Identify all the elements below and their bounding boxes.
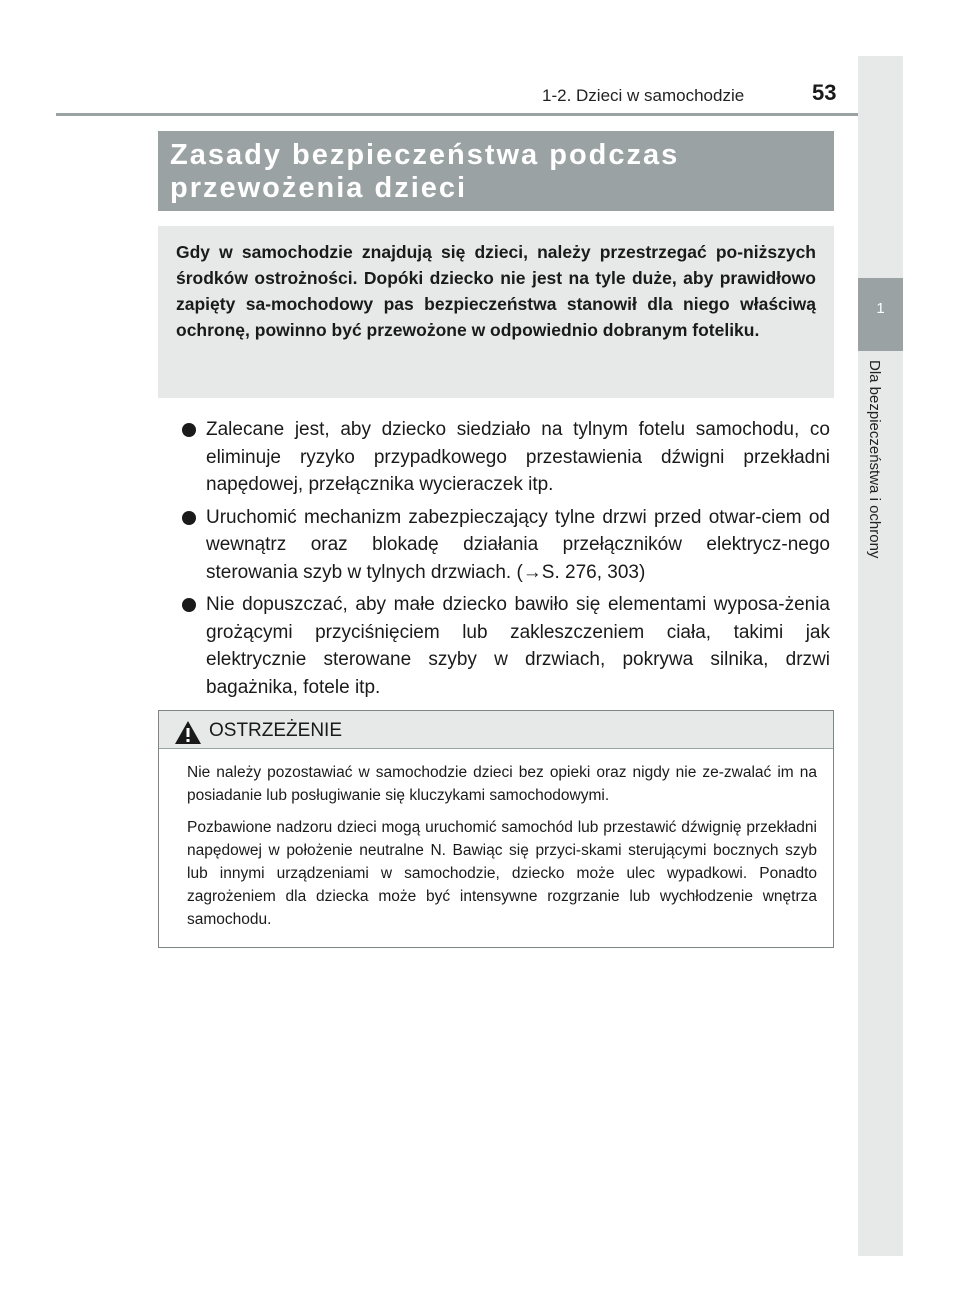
chapter-title: Dla bezpieczeństwa i ochrony: [866, 360, 883, 559]
section-title-band: [158, 131, 834, 211]
warning-label: OSTRZEŻENIE: [209, 720, 343, 741]
running-head: 1-2. Dzieci w samochodzie: [542, 86, 745, 105]
bullet-icon: [182, 598, 196, 612]
list-item-text: Uruchomić mechanizm zabezpieczający tylne drzwi przed otwar-ciem od wewnątrz oraz blokadę działania przełączników elektrycz-nego sterowania szyb w tylnych drzwiach. (→S. 276, 303): [206, 506, 830, 583]
warning-paragraph: Pozbawione nadzoru dzieci mogą uruchomić samochód lub przestawić dźwignię przekładni napędowej w położenie neutralne N. Bawiąc się przyci-skami sterującymi bocznych szyb lub innymi urządzeniami w samochodzie, dziecko może ulec wypadkowi. Ponadto zagrożeniem dla dziecka może być intensywne rozgrzanie lub wychłodzenie wnętrza samochodu.: [187, 819, 817, 928]
warning-triangle-icon: [174, 720, 202, 745]
section-title: [170, 139, 822, 205]
bullet-list: [180, 416, 830, 706]
side-bar: [858, 56, 903, 1256]
warning-body: [159, 749, 833, 931]
list-item: [180, 416, 830, 499]
intro-text: Gdy w samochodzie znajdują się dzieci, należy przestrzegać po-niższych środków ostrożności. Dopóki dziecko nie jest na tyle duże, aby prawidłowo zapięty sa-mochodowy pas bezpieczeństwa stanowił dla niego właściwą ochronę, powinno być przewożone w odpowiednio dobranym foteliku.: [176, 242, 816, 340]
page-number: 53: [812, 80, 837, 105]
chapter-number: 1: [876, 300, 885, 317]
list-item-text: Nie dopuszczać, aby małe dziecko bawiło się elementami wyposa-żenia grożącymi przyciśnięciem lub zakleszczeniem ciała, takimi jak elektrycznie sterowane szyby w drzwiach, pokrywa silnika, drzwi bagażnika, fotele itp.: [206, 594, 830, 698]
warning-paragraph: Nie należy pozostawiać w samochodzie dzieci bez opieki oraz nigdy nie ze-zwalać im na posiadanie lub posługiwanie się kluczykami samochodowymi.: [187, 764, 817, 804]
list-item: [180, 591, 830, 701]
bullet-icon: [182, 511, 196, 525]
section-title-line1: Zasady bezpieczeństwa podczas: [170, 139, 680, 171]
section-title-line2: przewożenia dzieci: [170, 172, 468, 204]
list-item-text: Zalecane jest, aby dziecko siedziało na tylnym fotelu samochodu, co eliminuje ryzyko przypadkowego przestawienia dźwigni przekładni napędowej, przełącznika wycieraczek itp.: [206, 419, 830, 495]
list-item: [180, 504, 830, 587]
bullet-icon: [182, 423, 196, 437]
intro-box: [158, 226, 834, 398]
header-rule: [56, 113, 903, 116]
warning-header: [159, 711, 833, 749]
warning-box: [158, 710, 834, 948]
